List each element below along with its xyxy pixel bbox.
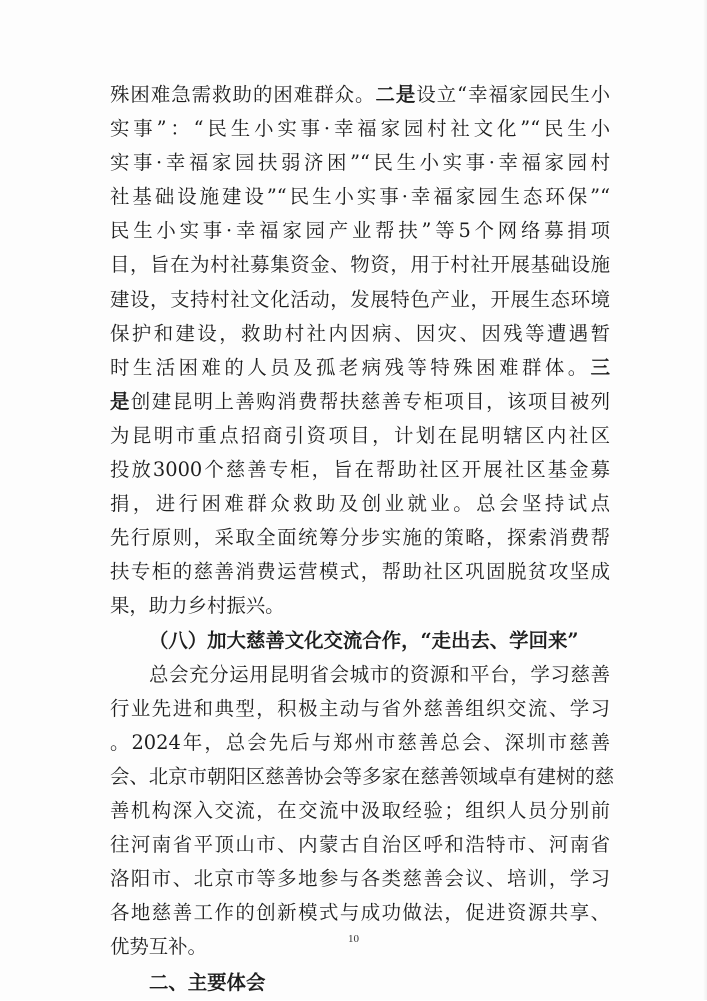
body-text: 行业先进和典型，积极主动与省外慈善组织交流、学习 <box>110 696 610 720</box>
text-line <box>110 146 610 180</box>
text-line <box>110 692 610 726</box>
text-line <box>110 896 610 930</box>
paragraph-section-8 <box>110 658 615 965</box>
body-text: 优势互补。 <box>110 935 207 959</box>
body-text: 设立“幸福家园民生小 <box>416 83 611 106</box>
text-line <box>110 214 610 248</box>
text-line <box>110 726 610 760</box>
body-text: 保护和建设，救助村社内因病、因灾、因残等遭遇暂 <box>110 321 610 345</box>
body-text: 果，助力乡村振兴。 <box>110 594 285 618</box>
text-line <box>110 385 610 419</box>
document-body <box>110 78 615 1001</box>
emphasis-text: 是 <box>110 389 131 413</box>
body-text: 目，旨在为村社募集资金、物资，用于村社开展基础设施 <box>110 253 610 277</box>
text-line <box>110 487 610 521</box>
text-line <box>110 78 610 112</box>
body-text: 扶专柜的慈善消费运营模式，帮助社区巩固脱贫攻坚成 <box>110 560 610 584</box>
text-line <box>110 658 610 692</box>
body-text: 投放3000个慈善专柜，旨在帮助社区开展社区基金募 <box>110 458 610 482</box>
text-line <box>110 453 610 487</box>
body-text: 往河南省平顶山市、内蒙古自治区呼和浩特市、河南省 <box>110 833 610 857</box>
body-text: 会、北京市朝阳区慈善协会等多家在慈善领域卓有建树的慈 <box>110 764 615 788</box>
body-text: 洛阳市、北京市等多地参与各类慈善会议、培训，学习 <box>110 867 610 891</box>
body-text: 创建昆明上善购消费帮扶慈善专柜项目，该项目被列 <box>130 389 611 413</box>
text-line <box>110 828 610 862</box>
body-text: 实事”：“民生小实事·幸福家园村社文化”“民生小 <box>110 117 610 141</box>
section-heading-8: （八）加大慈善文化交流合作，“走出去、学回来” <box>149 628 579 652</box>
text-line <box>110 248 610 282</box>
text-line <box>110 589 610 623</box>
body-text: 各地慈善工作的创新模式与成功做法，促进资源共享、 <box>110 901 610 925</box>
text-line <box>110 283 610 317</box>
body-text: 为昆明市重点招商引资项目，计划在昆明辖区内社区 <box>110 423 610 447</box>
body-text: 建设，支持村社文化活动，发展特色产业，开展生态环境 <box>110 287 610 311</box>
body-text: 殊困难急需救助的困难群众。 <box>110 83 376 106</box>
body-text: 善机构深入交流，在交流中汲取经验；组织人员分别前 <box>110 798 610 822</box>
page-number: 10 <box>348 933 359 945</box>
text-line <box>110 555 610 589</box>
body-text: 时生活困难的人员及孤老病残等特殊困难群体。 <box>110 355 591 379</box>
text-line <box>110 760 615 794</box>
text-line <box>110 351 610 385</box>
text-line <box>110 521 610 555</box>
body-text: 民生小实事·幸福家园产业帮扶”等5个网络募捐项 <box>110 219 610 243</box>
text-line <box>110 317 610 351</box>
text-line <box>110 112 610 146</box>
text-line <box>110 862 610 896</box>
body-text: 捐，进行困难群众救助及创业就业。总会坚持试点 <box>110 492 610 516</box>
scan-edge <box>703 0 707 1000</box>
emphasis-text: 二是 <box>375 83 417 106</box>
body-text: 。2024年，总会先后与郑州市慈善总会、深圳市慈善 <box>110 730 610 754</box>
paragraph-continued <box>110 78 610 624</box>
body-text: 实事·幸福家园扶弱济困”“民生小实事·幸福家园村 <box>110 151 610 175</box>
text-line <box>110 794 610 828</box>
body-text: 总会充分运用昆明省会城市的资源和平台，学习慈善 <box>149 662 610 686</box>
text-line <box>110 419 610 453</box>
emphasis-text: 三 <box>590 355 610 379</box>
section-heading-2: 二、主要体会 <box>149 971 266 995</box>
body-text: 社基础设施建设”“民生小实事·幸福家园生态环保”“ <box>110 185 610 209</box>
text-line <box>110 180 610 214</box>
body-text: 先行原则，采取全面统筹分步实施的策略，探索消费帮 <box>110 526 610 550</box>
